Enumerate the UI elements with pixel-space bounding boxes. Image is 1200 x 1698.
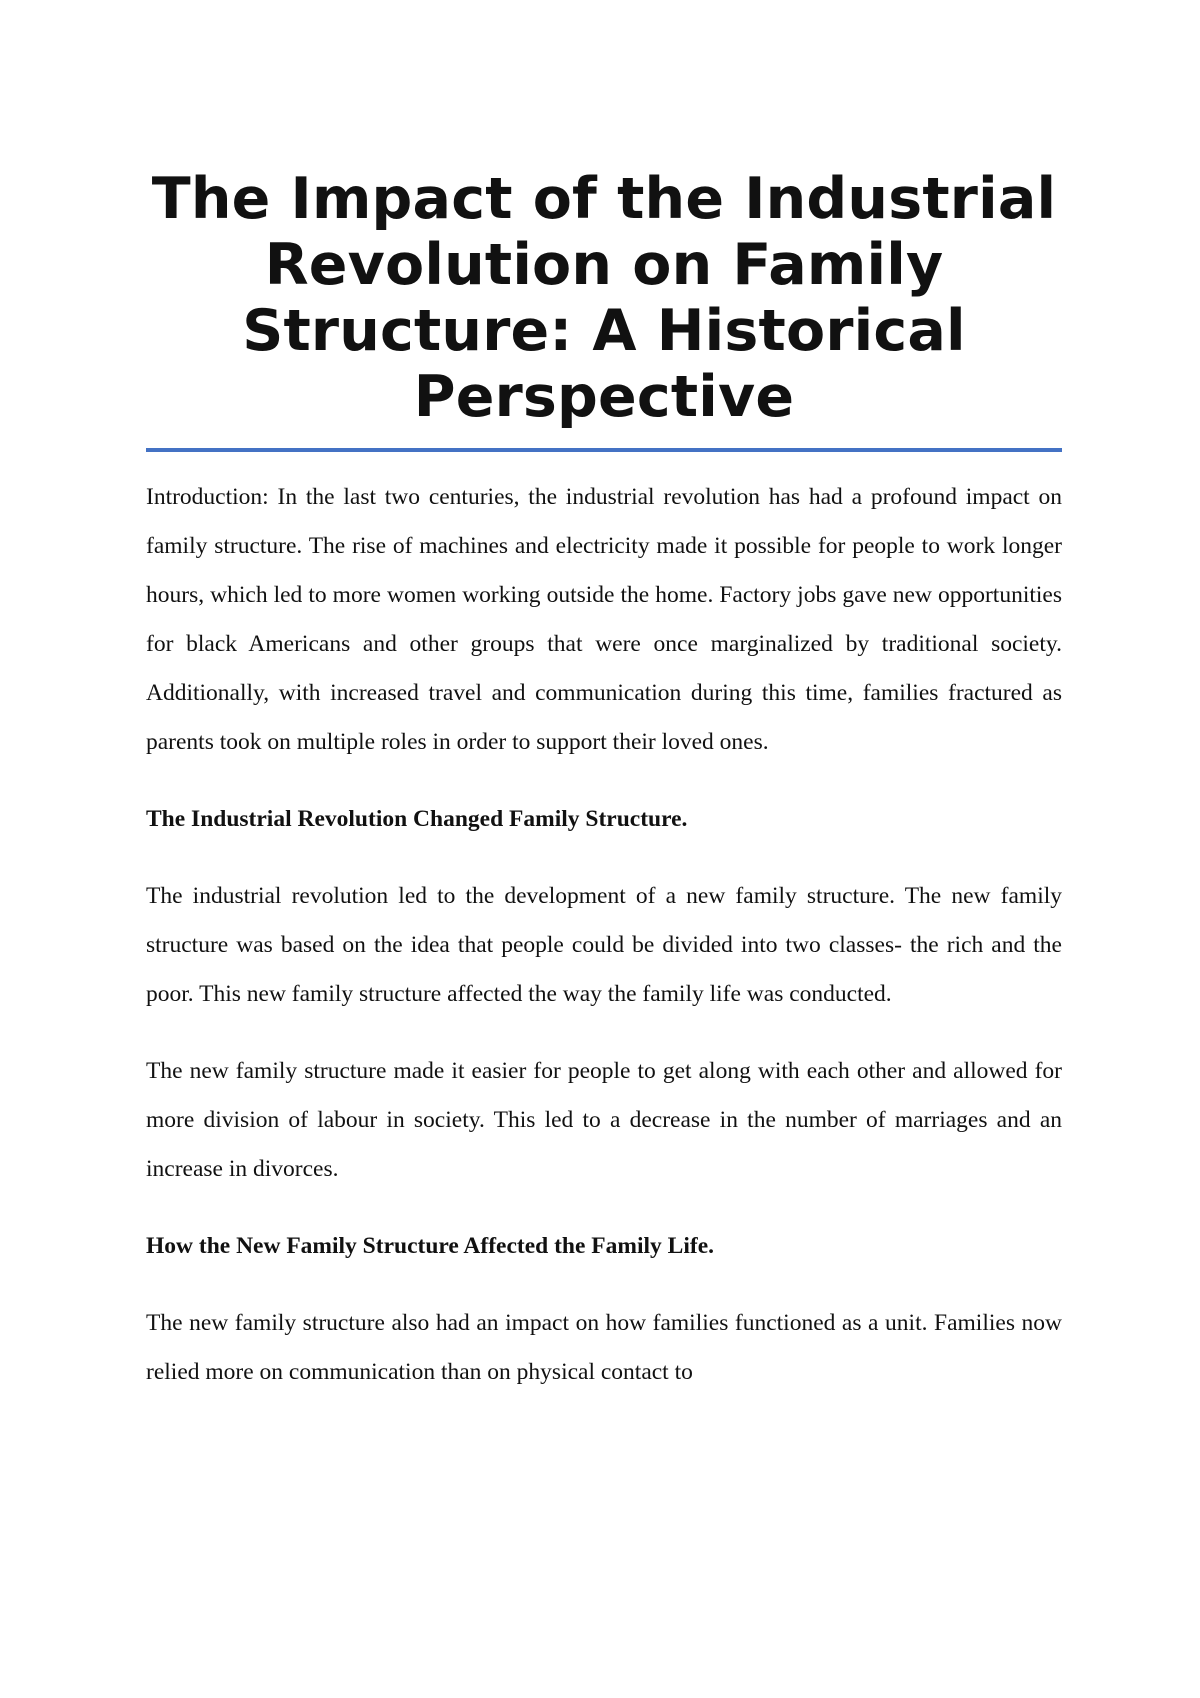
section-2-paragraph-1: The new family structure also had an impact on how families functioned as a unit. Families now relied more on communication than on physical contact to: [146, 1310, 1062, 1385]
section-1-paragraph-2: The new family structure made it easier for people to get along with each other and allowed for more division of labour in society. This led to a decrease in the number of marriages and an increase in divorces.: [146, 1058, 1062, 1182]
document-page: [146, 0, 1062, 1698]
title-underline-rule: [146, 448, 1062, 452]
intro-paragraph: Introduction: In the last two centuries, the industrial revolution has had a profound impact on family structure. The rise of machines and electricity made it possible for people to work longer hours, which led to more women working outside the home. Factory jobs gave new opportunities for black Americans and other groups that were once marginalized by traditional society. Additionally, with increased travel and communication during this time, families fractured as parents took on multiple roles in order to support their loved ones.: [146, 484, 1062, 755]
section-1-paragraph-1: The industrial revolution led to the development of a new family structure. The new family structure was based on the idea that people could be divided into two classes- the rich and the poor. This new family structure affected the way the family life was conducted.: [146, 883, 1062, 1007]
section-heading-2: How the New Family Structure Affected the Family Life.: [146, 1233, 715, 1259]
section-heading-1: The Industrial Revolution Changed Family Structure.: [146, 806, 688, 832]
document-title: The Impact of the Industrial Revolution on Family Structure: A Historical Perspective: [151, 166, 1057, 430]
